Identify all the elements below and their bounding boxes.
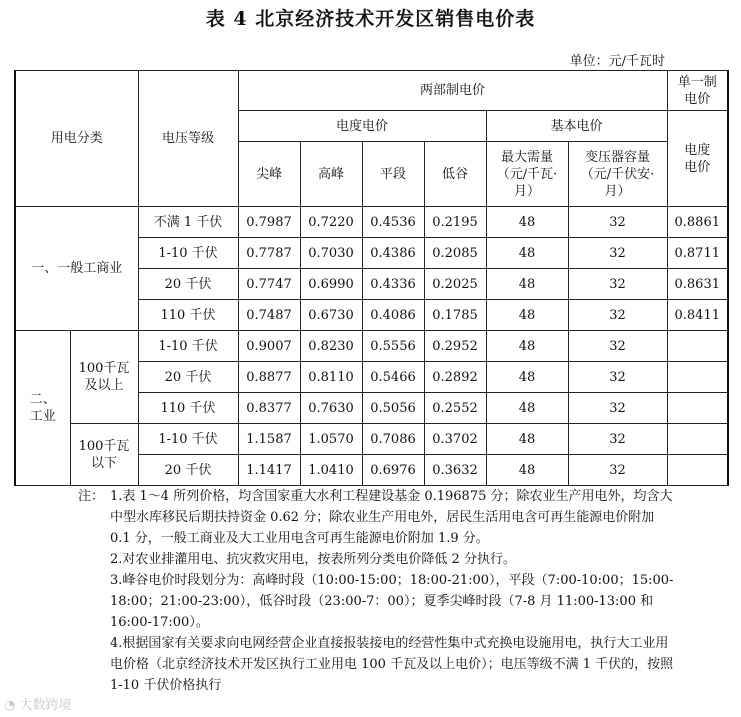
note-text <box>110 486 678 549</box>
note-body: 根据国家有关要求向电网经营企业直接报装接电的经营性集中式充换电设施用电，执行大工业用电价格（北京经济技术开发区执行工业用电 100 千瓦及以上电价）；电压等级不满 1 千伏的，按照 1-10 千伏价格执行 <box>110 636 674 693</box>
sharp-cell: 0.7787 <box>238 238 300 269</box>
voltage-cell: 1-10 千伏 <box>138 331 238 362</box>
single-cell <box>667 424 728 455</box>
note-number: 2. <box>110 552 123 567</box>
voltage-cell: 20 千伏 <box>138 455 238 486</box>
note-body: 峰谷电价时段划分为：高峰时段（10:00-15:00；18:00-21:00），平段（7:00-10:00；15:00-18:00；21:00-23:00），低谷时段（23:00-7：00）；夏季尖峰时段（7-8 月 11:00-13:00 和 16:00-17:00）。 <box>110 573 674 630</box>
flat-cell: 0.4336 <box>362 269 424 300</box>
voltage-cell: 1-10 千伏 <box>138 238 238 269</box>
capacity-cell: 32 <box>568 424 667 455</box>
valley-cell: 0.2892 <box>424 362 486 393</box>
single-cell: 0.8861 <box>667 207 728 238</box>
peak-cell: 1.0410 <box>300 455 362 486</box>
voltage-cell: 1-10 千伏 <box>138 424 238 455</box>
note-text <box>110 570 678 633</box>
demand-cell: 48 <box>486 331 568 362</box>
watermark-text: 大数跨境 <box>19 698 72 713</box>
note-text <box>110 549 678 570</box>
single-cell: 0.8411 <box>667 300 728 331</box>
flat-cell: 0.7086 <box>362 424 424 455</box>
capacity-cell: 32 <box>568 393 667 424</box>
note-item <box>78 486 678 549</box>
valley-cell: 0.3632 <box>424 455 486 486</box>
header-single-part: 单一制电价 <box>667 71 728 111</box>
peak-cell: 1.0570 <box>300 424 362 455</box>
peak-cell: 0.6990 <box>300 269 362 300</box>
flat-cell: 0.5556 <box>362 331 424 362</box>
valley-cell: 0.1785 <box>424 300 486 331</box>
notes-section <box>78 486 678 696</box>
demand-cell: 48 <box>486 455 568 486</box>
note-item <box>78 633 678 696</box>
sharp-cell: 0.7487 <box>238 300 300 331</box>
flat-cell: 0.4536 <box>362 207 424 238</box>
peak-cell: 0.8110 <box>300 362 362 393</box>
watermark <box>4 694 72 713</box>
capacity-cell: 32 <box>568 269 667 300</box>
unit-label: 单位：元/千瓦时 <box>569 54 665 69</box>
single-cell <box>667 455 728 486</box>
group-industry: 二、工业 <box>15 331 70 486</box>
demand-cell: 48 <box>486 300 568 331</box>
note-number: 4. <box>110 636 123 651</box>
group-general: 一、一般工商业 <box>15 207 138 331</box>
header-voltage: 电压等级 <box>138 71 238 207</box>
group-below100: 100千瓦以下 <box>70 424 138 486</box>
capacity-cell: 32 <box>568 455 667 486</box>
peak-cell: 0.6730 <box>300 300 362 331</box>
capacity-cell: 32 <box>568 362 667 393</box>
sharp-cell: 0.8377 <box>238 393 300 424</box>
voltage-cell: 110 千伏 <box>138 300 238 331</box>
header-valley: 低谷 <box>424 142 486 207</box>
header-single-energy: 电度电价 <box>667 111 728 207</box>
header-energy-price: 电度电价 <box>238 111 486 142</box>
sharp-cell: 1.1417 <box>238 455 300 486</box>
voltage-cell: 20 千伏 <box>138 362 238 393</box>
single-cell: 0.8631 <box>667 269 728 300</box>
header-two-part: 两部制电价 <box>238 71 667 111</box>
valley-cell: 0.2552 <box>424 393 486 424</box>
capacity-cell: 32 <box>568 331 667 362</box>
single-cell <box>667 331 728 362</box>
sharp-cell: 0.7987 <box>238 207 300 238</box>
valley-cell: 0.2195 <box>424 207 486 238</box>
header-peak-sharp: 尖峰 <box>238 142 300 207</box>
demand-cell: 48 <box>486 238 568 269</box>
demand-cell: 48 <box>486 393 568 424</box>
demand-cell: 48 <box>486 207 568 238</box>
peak-cell: 0.8230 <box>300 331 362 362</box>
demand-cell: 48 <box>486 362 568 393</box>
sharp-cell: 0.9007 <box>238 331 300 362</box>
header-transformer: 变压器容量（元/千伏安·月） <box>568 142 667 207</box>
valley-cell: 0.2085 <box>424 238 486 269</box>
flat-cell: 0.4386 <box>362 238 424 269</box>
flat-cell: 0.5466 <box>362 362 424 393</box>
sharp-cell: 1.1587 <box>238 424 300 455</box>
price-table <box>14 70 729 486</box>
flat-cell: 0.4086 <box>362 300 424 331</box>
header-category: 用电分类 <box>15 71 138 207</box>
notes-lead: 注： <box>78 489 105 504</box>
voltage-cell: 110 千伏 <box>138 393 238 424</box>
voltage-cell: 20 千伏 <box>138 269 238 300</box>
flat-cell: 0.5056 <box>362 393 424 424</box>
peak-cell: 0.7630 <box>300 393 362 424</box>
demand-cell: 48 <box>486 269 568 300</box>
header-basic-price: 基本电价 <box>486 111 667 142</box>
table-row <box>15 331 728 362</box>
table-row <box>15 424 728 455</box>
note-body: 表 1～4 所列价格，均含国家重大水利工程建设基金 0.196875 分；除农业生产用电外，均含大中型水库移民后期扶持资金 0.62 分；除农业生产用电外，居民生活用电含可再生能源电价附加 0.1 分，一般工商业及大工业用电含可再生能源电价附加 1.9 分。 <box>110 489 673 546</box>
header-peak: 高峰 <box>300 142 362 207</box>
header-max-demand: 最大需量（元/千瓦·月） <box>486 142 568 207</box>
single-cell <box>667 362 728 393</box>
watermark-logo-icon: ◔ <box>4 698 20 713</box>
sharp-cell: 0.7747 <box>238 269 300 300</box>
sharp-cell: 0.8877 <box>238 362 300 393</box>
peak-cell: 0.7030 <box>300 238 362 269</box>
single-cell <box>667 393 728 424</box>
note-item <box>78 549 678 570</box>
capacity-cell: 32 <box>568 238 667 269</box>
page-title: 表 4 北京经济技术开发区销售电价表 <box>205 8 536 30</box>
demand-cell: 48 <box>486 424 568 455</box>
header-flat: 平段 <box>362 142 424 207</box>
valley-cell: 0.2025 <box>424 269 486 300</box>
note-body: 对农业排灌用电、抗灾救灾用电，按表所列分类电价降低 2 分执行。 <box>122 552 516 567</box>
table-row <box>15 207 728 238</box>
voltage-cell: 不满 1 千伏 <box>138 207 238 238</box>
valley-cell: 0.3702 <box>424 424 486 455</box>
flat-cell: 0.6976 <box>362 455 424 486</box>
capacity-cell: 32 <box>568 207 667 238</box>
peak-cell: 0.7220 <box>300 207 362 238</box>
note-number: 1. <box>110 489 123 504</box>
single-cell: 0.8711 <box>667 238 728 269</box>
group-above100: 100千瓦及以上 <box>70 331 138 424</box>
note-number: 3. <box>110 573 123 588</box>
note-item <box>78 570 678 633</box>
note-text <box>110 633 678 696</box>
valley-cell: 0.2952 <box>424 331 486 362</box>
capacity-cell: 32 <box>568 300 667 331</box>
